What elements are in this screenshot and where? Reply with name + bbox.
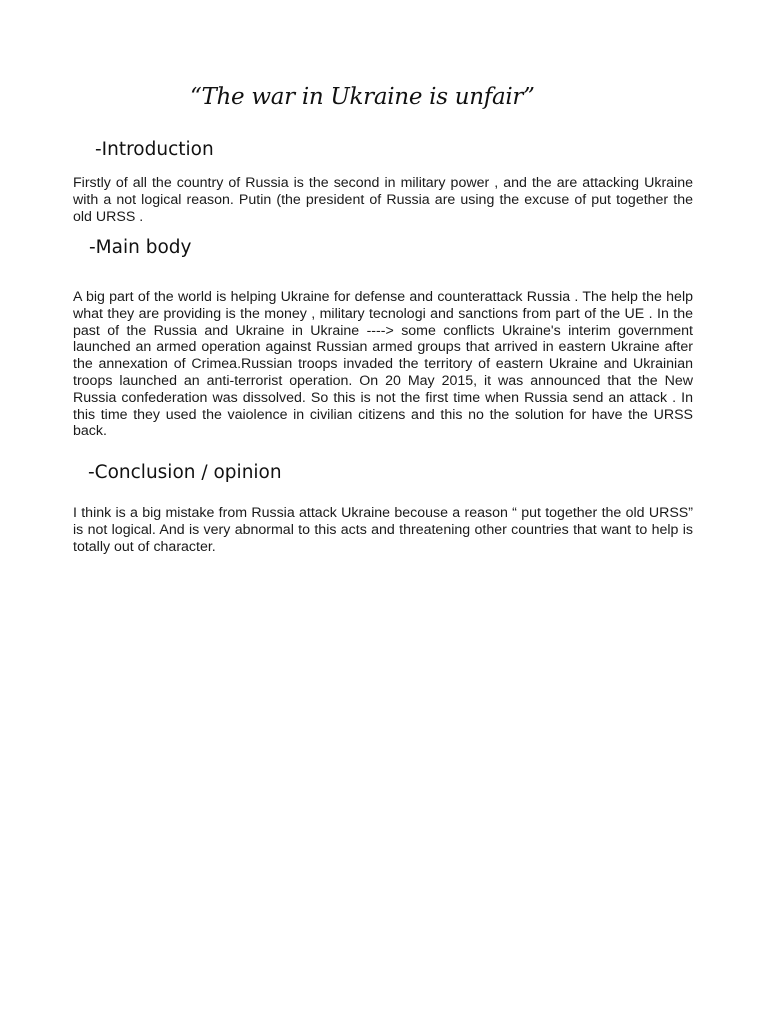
main-body-paragraph: A big part of the world is helping Ukraine for defense and counterattack Russia . The help the help what they are providing is the money , military tecnologi and sanctions from part of the UE . In the past of the Russia and Ukraine in Ukraine ----> some conflicts Ukraine's interim government launched an armed operation against Russian armed groups that arrived in eastern Ukraine after the annexation of Crimea.Russian troops invaded the territory of eastern Ukraine and Ukrainian troops launched an anti-terrorist operation. On 20 May 2015, it was announced that the New Russia confederation was dissolved. So this is not the first time when Russia send an attack . In this time they used the vaiolence in civilian citizens and this no the solution for have the URSS back. [73, 289, 693, 440]
conclusion-heading: -Conclusion / opinion [88, 462, 282, 483]
introduction-paragraph: Firstly of all the country of Russia is the second in military power , and the are attacking Ukraine with a not logical reason. Putin (the president of Russia are using the excuse of put together the old URSS . [73, 175, 693, 225]
introduction-heading: -Introduction [95, 139, 214, 160]
main-body-heading: -Main body [89, 237, 192, 258]
conclusion-paragraph: I think is a big mistake from Russia attack Ukraine becouse a reason “ put together the old URSS” is not logical. And is very abnormal to this acts and threatening other countries that want to help is totally out of character. [73, 505, 693, 555]
document-title: “The war in Ukraine is unfair” [190, 84, 535, 110]
